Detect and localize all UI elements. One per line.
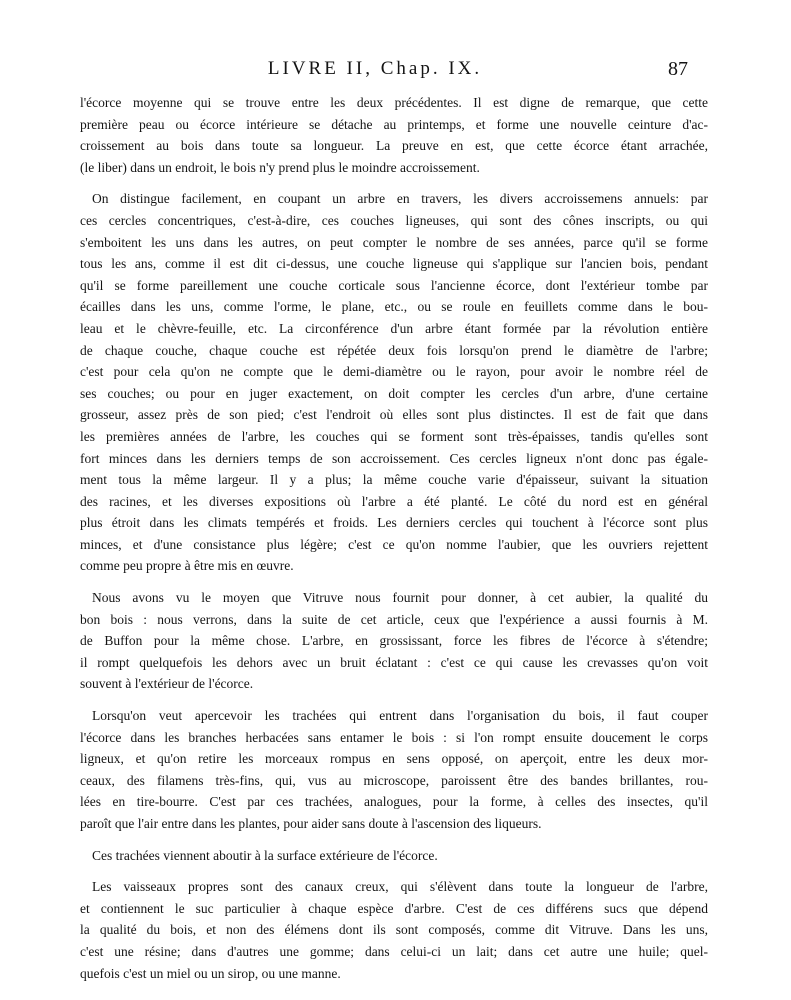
text-line: c'est une résine; dans d'autres une gomme; dans celui-ci un lait; dans cet autre une huile; quel-: [80, 943, 708, 959]
paragraph-2: [80, 188, 708, 577]
text-line: il rompt quelquefois les dehors avec un bruit éclatant : c'est ce qui cause les crevasses qu'on voit: [80, 654, 708, 670]
text-line: des racines, et les diverses expositions où l'arbre a été planté. Le côté du nord est en général: [80, 493, 708, 509]
text-line: grosseur, assez près de son pied; c'est l'endroit où elles sont plus distinctes. Il est de fait que dans: [80, 407, 708, 423]
text-line: quefois c'est un miel ou un sirop, ou une manne.: [80, 965, 341, 981]
text-line: lées en tire-bourre. C'est par ces trachées, analogues, pour la forme, à celles des insectes, qu'il: [80, 794, 708, 810]
text-line: Lorsqu'on veut apercevoir les trachées qui entrent dans l'organisation du bois, il faut couper: [92, 708, 708, 724]
text-line: souvent à l'extérieur de l'écorce.: [80, 676, 254, 692]
page-body: [80, 92, 708, 984]
page-number: 87: [668, 58, 688, 80]
text-line: fort minces dans les derniers temps de son accroissement. Ces cercles ligneux n'ont donc pas égale-: [80, 450, 708, 466]
text-line: qu'il se forme pareillement une couche corticale sous l'ancienne écorce, dont l'extérieur tombe par: [80, 277, 708, 293]
text-line: c'est pour cela qu'on ne compte que le demi-diamètre ou le rayon, pour avoir le nombre réel de: [80, 364, 708, 380]
running-title: LIVRE II, Chap. IX.: [267, 58, 483, 79]
text-line: tous les ans, comme il est dit ci-dessus, une couche ligneuse qui s'applique sur l'ancien bois, pendant: [80, 256, 708, 272]
text-line: ment tous la même largeur. Il y a plus; la même couche varie d'épaisseur, suivant la situation: [80, 472, 708, 488]
text-line: ligneux, et qu'on retire les morceaux rompus en sens opposé, on aperçoit, entre les deux mor-: [80, 751, 708, 767]
paragraph-3: [80, 587, 708, 695]
text-line: la qualité du bois, et non des élémens dont ils sont composés, comme dit Vitruve. Dans les uns,: [80, 922, 708, 938]
paragraph-5: [80, 845, 708, 867]
text-line: On distingue facilement, en coupant un arbre en travers, les divers accroissemens annuels: par: [92, 191, 708, 207]
running-head: [0, 58, 791, 82]
text-line: ses couches; ou pour en juger exactement, on doit compter les cercles d'un arbre, d'une certaine: [80, 385, 708, 401]
text-line: s'emboitent les uns dans les autres, on peut compter le nombre de ses années, parce qu'il se forme: [80, 234, 708, 250]
text-line: les premières années de l'arbre, les couches qui se forment sont très-épaisses, tandis qu'elles sont: [80, 428, 708, 444]
text-line: Nous avons vu le moyen que Vitruve nous fournit pour donner, à cet aubier, la qualité du: [92, 590, 708, 606]
text-line: de chaque couche, chaque couche est répétée deux fois lorsqu'on prend le diamètre de l'arbre;: [80, 342, 708, 358]
text-line: l'écorce dans les branches herbacées sans entamer le bois : si l'on rompt ensuite doucement le corps: [80, 729, 708, 745]
text-line: Ces trachées viennent aboutir à la surface extérieure de l'écorce.: [92, 847, 438, 863]
text-line: (le liber) dans un endroit, le bois n'y prend plus le moindre accroissement.: [80, 159, 480, 175]
text-line: bon bois : nous verrons, dans la suite de cet article, ceux que l'expérience a aussi fournis à M.: [80, 611, 708, 627]
text-line: minces, et d'une consistance plus légère; c'est ce qu'on nomme l'aubier, que les ouvriers rejettent: [80, 536, 708, 552]
text-line: de Buffon pour la même chose. L'arbre, en grossissant, force les fibres de l'écorce à s'étendre;: [80, 633, 708, 649]
text-line: première peau ou écorce intérieure se détache au printemps, et forme une nouvelle ceinture d'ac-: [80, 116, 708, 132]
text-line: leau et le chèvre-feuille, etc. La circonférence d'un arbre étant formée par la révolution entière: [80, 320, 708, 336]
paragraph-1: [80, 92, 708, 178]
text-line: ceaux, des filamens très-fins, qui, vus au microscope, paroissent être des bandes brillantes, rou-: [80, 772, 708, 788]
text-line: paroît que l'air entre dans les plantes, pour aider sans doute à l'ascension des liqueurs.: [80, 816, 542, 831]
text-line: Les vaisseaux propres sont des canaux creux, qui s'élèvent dans toute la longueur de l'arbre,: [92, 879, 708, 895]
text-line: comme peu propre à être mis en œuvre.: [80, 558, 294, 574]
text-line: croissement au bois dans toute sa longueur. La preuve en est, que cette écorce étant arrachée,: [80, 138, 708, 154]
paragraph-4: [80, 705, 708, 835]
text-line: l'écorce moyenne qui se trouve entre les deux précédentes. Il est digne de remarque, que cette: [80, 95, 708, 110]
text-line: écailles dans les uns, comme l'orme, le plane, etc., ou se roule en feuillets comme dans le bou-: [80, 299, 708, 315]
text-line: ces cercles concentriques, c'est-à-dire, ces couches ligneuses, qui sont des cônes inscripts, ou qui: [80, 212, 708, 228]
text-line: et contiennent le suc particulier à chaque espèce d'arbre. C'est de ces différens sucs que dépend: [80, 900, 708, 916]
paragraph-6: [80, 876, 708, 984]
text-line: plus étroit dans les climats tempérés et froids. Les derniers cercles qui touchent à l'écorce sont plus: [80, 515, 708, 531]
